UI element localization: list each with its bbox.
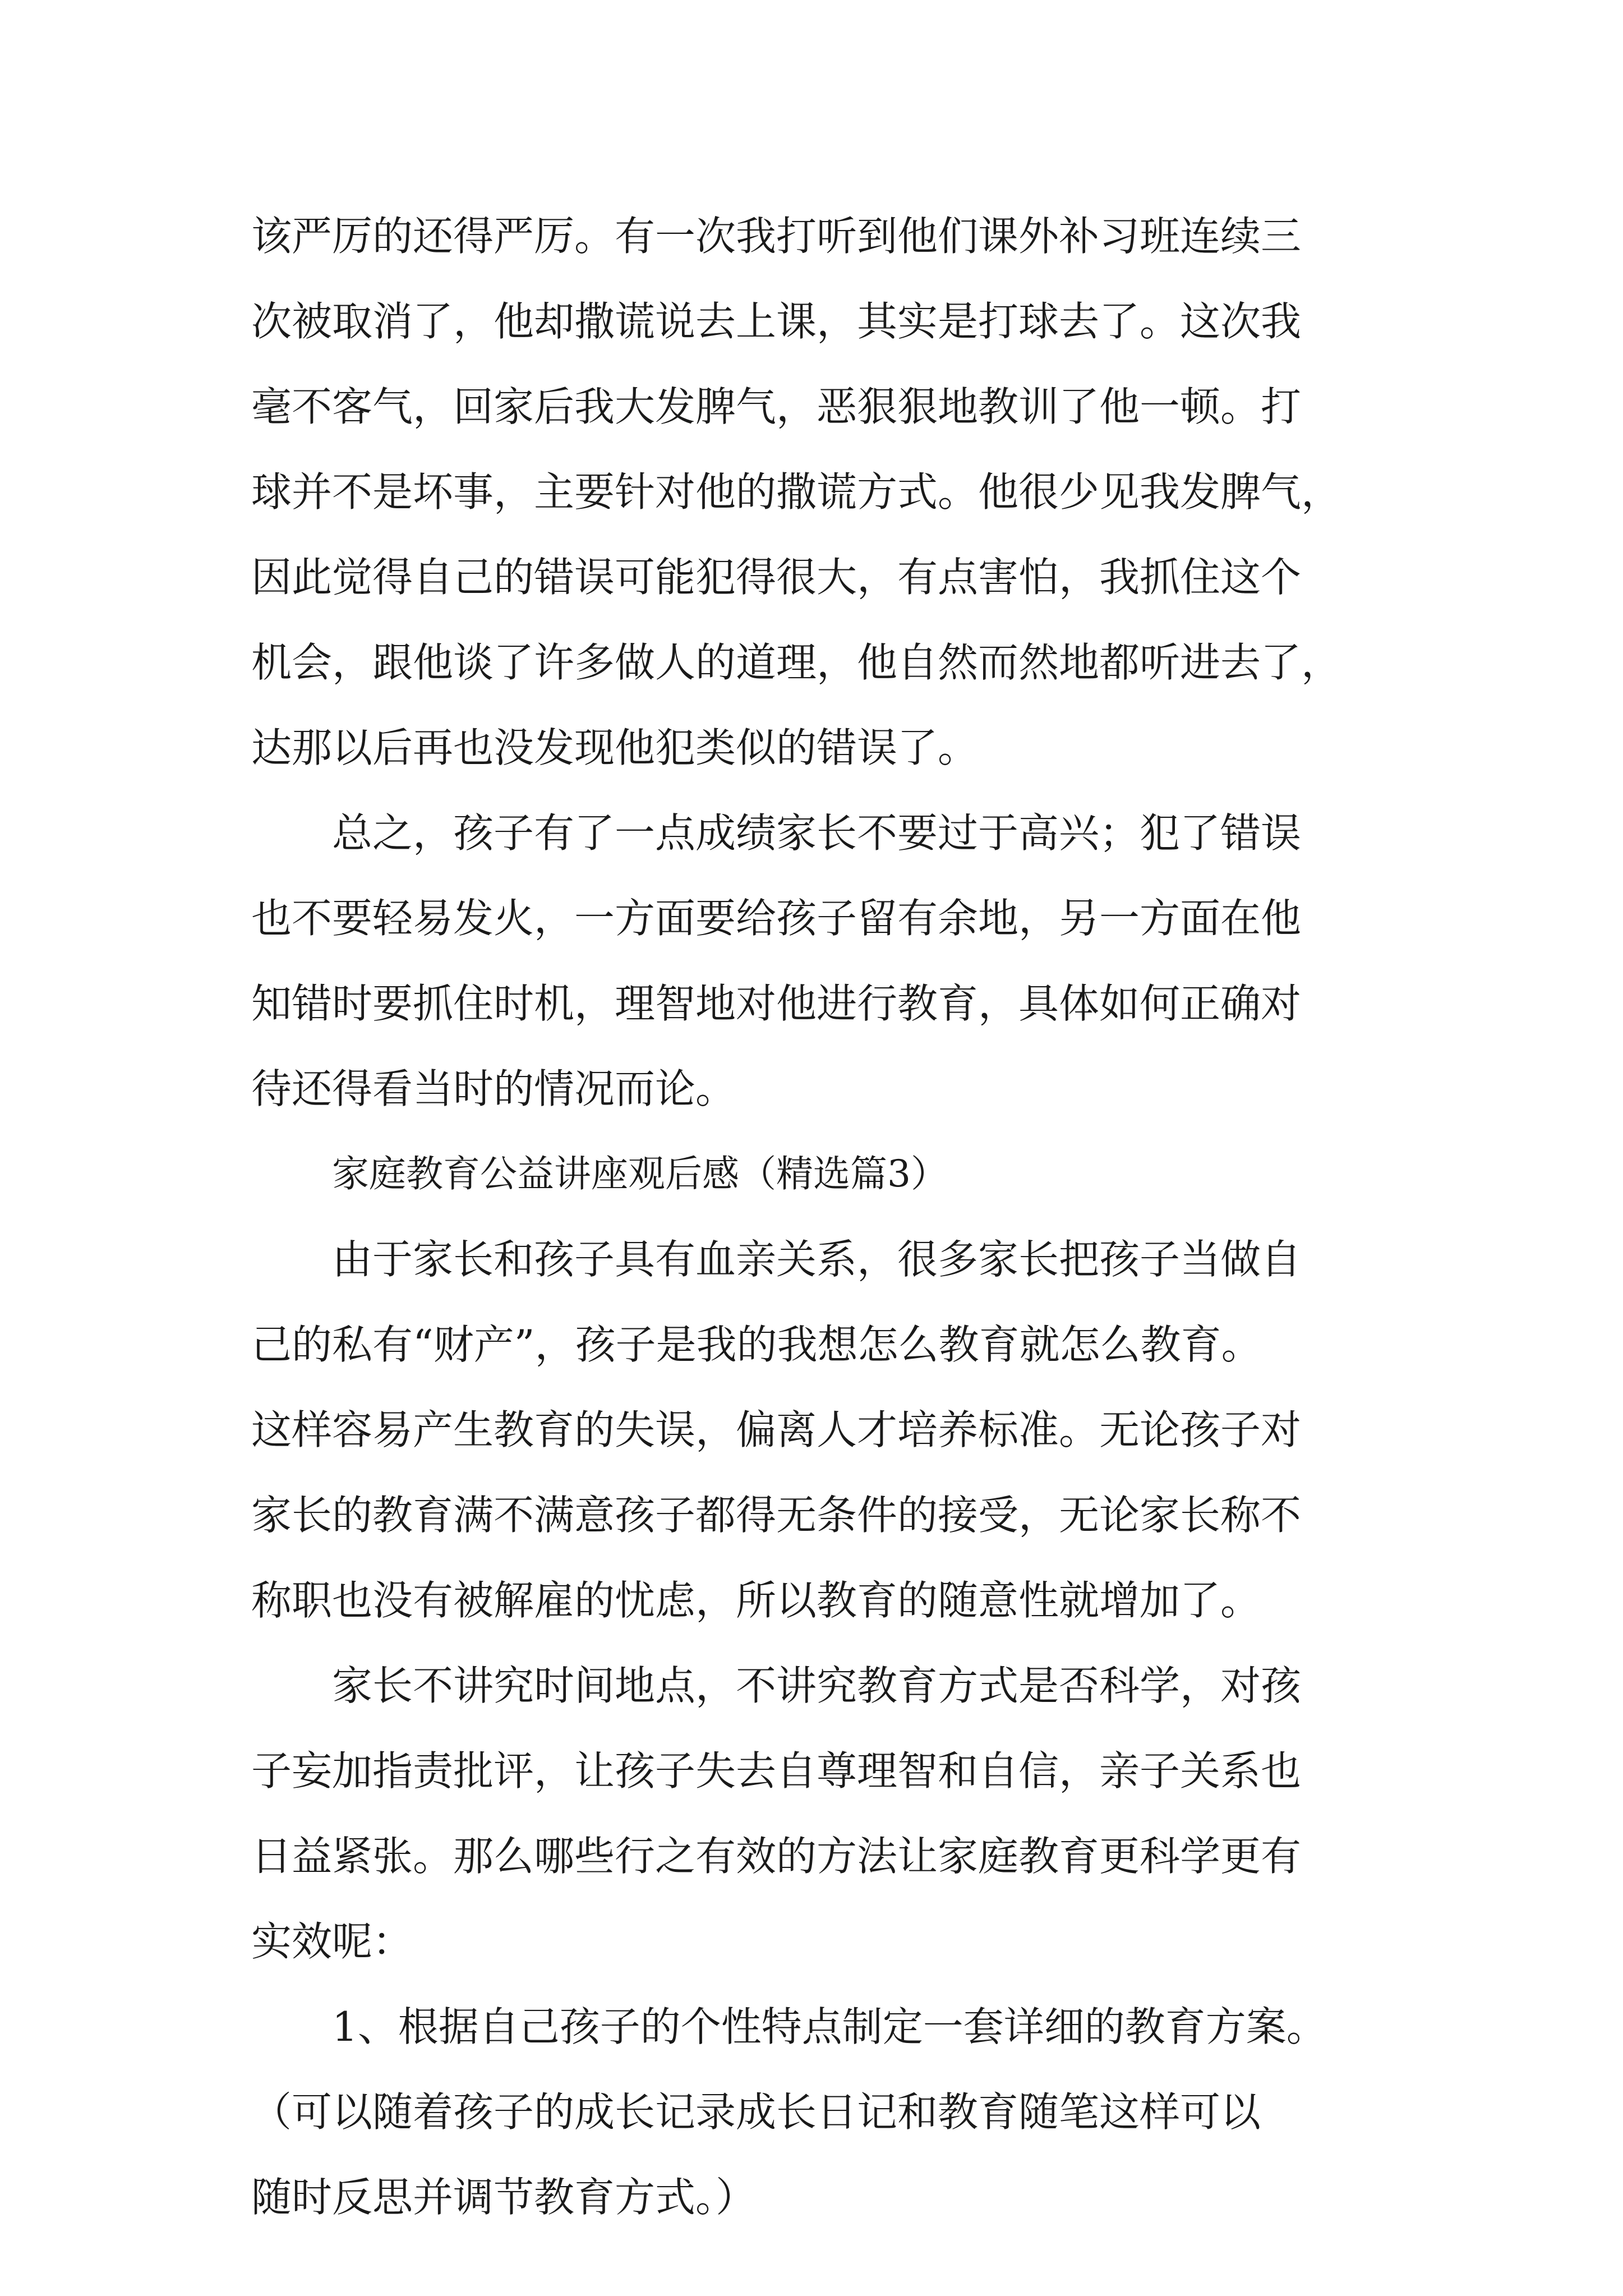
text-line: 这样容易产生教育的失误，偏离人才培养标准。无论孩子对	[251, 1406, 1302, 1453]
text-line: 达那以后再也没发现他犯类似的错误了。	[251, 724, 979, 771]
text-line: 该严厉的还得严厉。有一次我打听到他们课外补习班连续三	[251, 213, 1302, 260]
text-line: 球并不是坏事，主要针对他的撒谎方式。他很少见我发脾气，	[251, 468, 1342, 516]
text-line: 次被取消了，他却撒谎说去上课，其实是打球去了。这次我	[251, 298, 1302, 345]
text-line: 称职也没有被解雇的忧虑，所以教育的随意性就增加了。	[251, 1577, 1261, 1624]
text-line: 己的私有“财产”，孩子是我的我想怎么教育就怎么教育。	[251, 1321, 1262, 1368]
text-line: 子妄加指责批评，让孩子失去自尊理智和自信，亲子关系也	[251, 1747, 1302, 1795]
paragraph-start-line: 由于家长和孩子具有血亲关系，很多家长把孩子当做自	[332, 1236, 1302, 1283]
text-line: 实效呢：	[251, 1918, 413, 1965]
section-heading: 家庭教育公益讲座观后感（精选篇3）	[332, 1152, 948, 1195]
text-line: 因此觉得自己的错误可能犯得很大，有点害怕，我抓住这个	[251, 554, 1302, 601]
paragraph-start-line: 总之，孩子有了一点成绩家长不要过于高兴；犯了错误	[332, 809, 1302, 857]
text-line: （可以随着孩子的成长记录成长日记和教育随笔这样可以	[251, 2088, 1261, 2136]
text-line: 机会，跟他谈了许多做人的道理，他自然而然地都听进去了，	[251, 639, 1342, 686]
text-line: 也不要轻易发火，一方面要给孩子留有余地，另一方面在他	[251, 895, 1302, 942]
text-line: 知错时要抓住时机，理智地对他进行教育，具体如何正确对	[251, 980, 1302, 1027]
document-body	[251, 194, 1384, 2240]
paragraph-start-line: 家长不讲究时间地点，不讲究教育方式是否科学，对孩	[332, 1662, 1302, 1709]
text-line: 待还得看当时的情况而论。	[251, 1065, 736, 1112]
text-line: 日益紧张。那么哪些行之有效的方法让家庭教育更科学更有	[251, 1833, 1302, 1880]
list-item-line: 1、根据自己孩子的个性特点制定一套详细的教育方案。	[332, 2003, 1327, 2050]
text-line: 毫不客气，回家后我大发脾气，恶狠狠地教训了他一顿。打	[251, 383, 1302, 430]
text-line: 随时反思并调节教育方式。）	[251, 2174, 757, 2221]
text-line: 家长的教育满不满意孩子都得无条件的接受，无论家长称不	[251, 1492, 1302, 1539]
